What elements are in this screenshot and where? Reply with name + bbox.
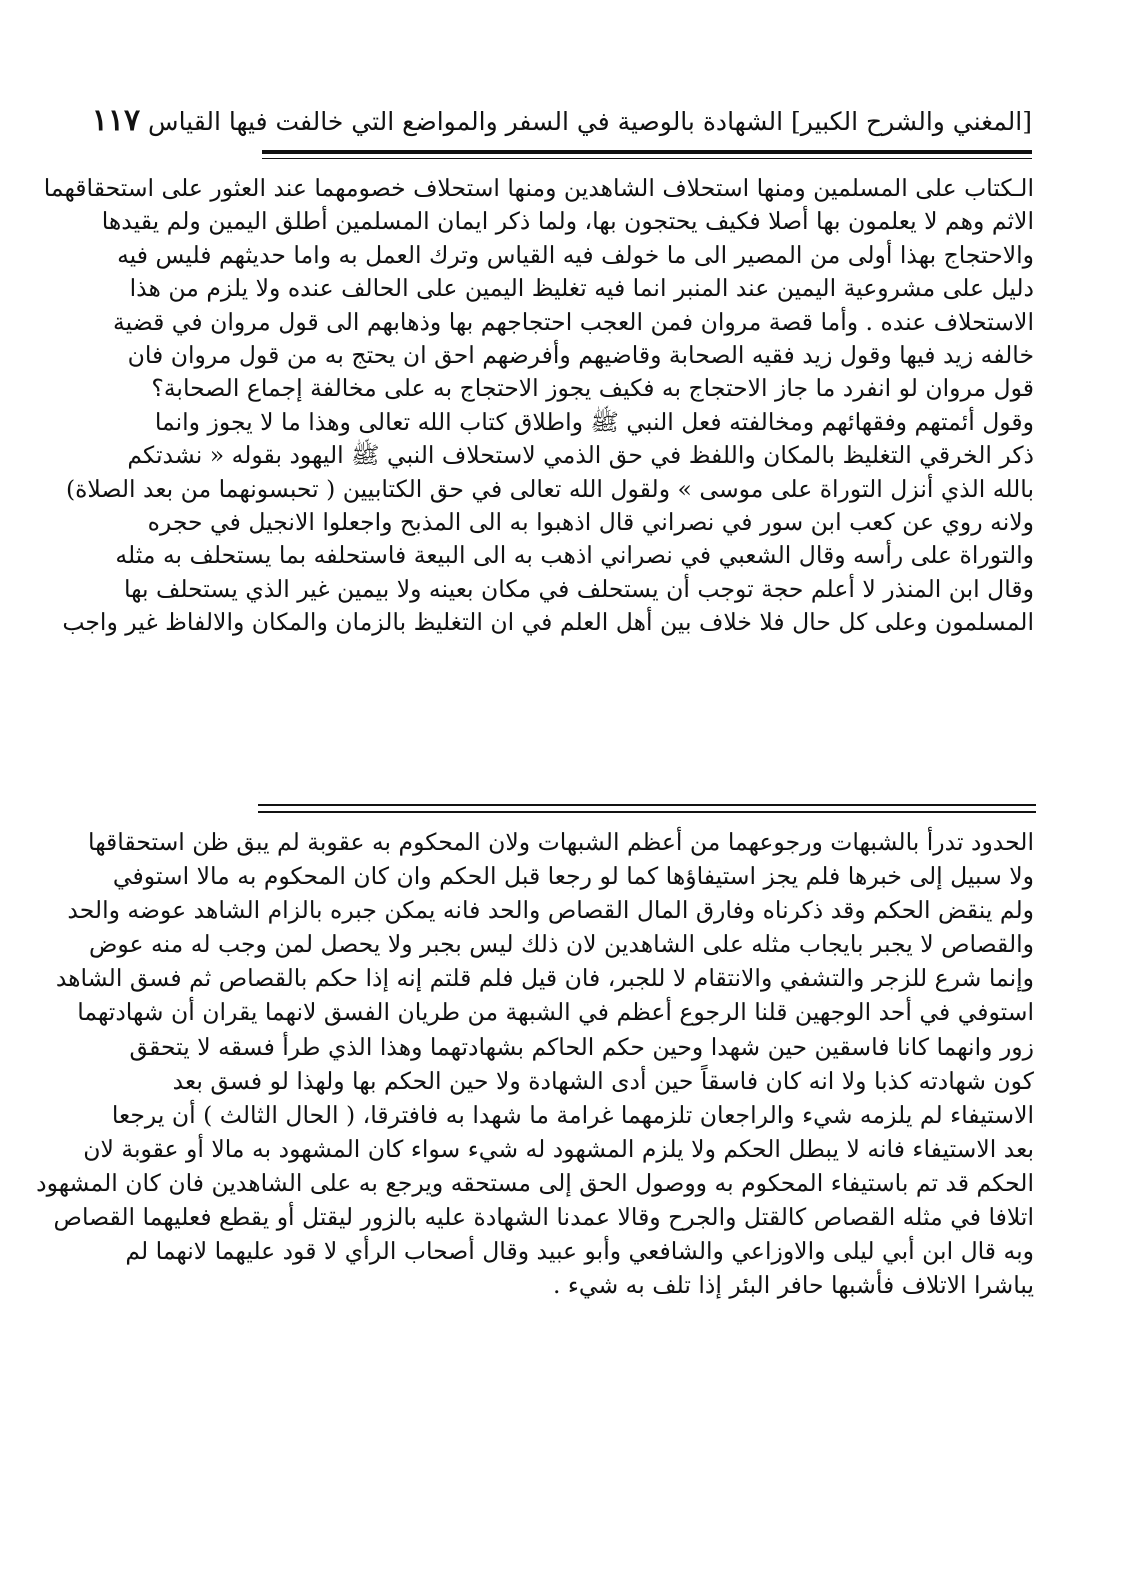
page-number: ١١٧ — [91, 103, 141, 138]
header-rule-thin — [262, 158, 1032, 159]
header-title: [المغني والشرح الكبير] الشهادة بالوصية في السفر والمواضع التي خالفت فيها القياس — [148, 107, 1032, 136]
text-line: الحكم قد تم باستيفاء المحكوم به ووصول الحق إلى مستحقه ويرجع به على الشاهدين فان كان المشهود — [36, 1168, 1034, 1197]
text-line: والقصاص لا يجبر بايجاب مثله على الشاهدين لان ذلك ليس بجبر ولا يحصل لمن وجب له منه عوض — [88, 930, 1034, 959]
text-line: قول مروان لو انفرد ما جاز الاحتجاج به فكيف يجوز الاحتجاج به على مخالفة إجماع الصحابة؟ — [151, 374, 1034, 403]
text-line: الاستيفاء لم يلزمه شيء والراجعان تلزمهما غرامة ما شهدا به فافترقا، ( الحال الثالث ) أن يرجعا — [111, 1100, 1034, 1129]
text-line: ولم ينقض الحكم وقد ذكرناه وفارق المال القصاص والحد فانه يمكن جبره بالزام الشاهد عوضه والحد — [67, 896, 1034, 925]
commentary-text-block — [36, 825, 1034, 1302]
text-line: المسلمون وعلى كل حال فلا خلاف بين أهل العلم في ان التغليظ بالزمان والمكان والالفاظ غير واجب — [62, 608, 1034, 637]
header-rule — [262, 150, 1032, 154]
text-line: الـكتاب على المسلمين ومنها استحلاف الشاهدين ومنها استحلاف خصومهما عند العثور على استحقاقهما — [43, 174, 1034, 202]
text-line: استوفي في أحد الوجهين قلنا الرجوع أعظم في الشبهة من طريان الفسق لانهما يقران أن شهادتهما — [77, 998, 1034, 1027]
text-line: الاستحلاف عنده . وأما قصة مروان فمن العجب احتجاجهم بها وذهابهم الى قول مروان في قضية — [113, 307, 1034, 336]
text-line: الاثم وهم لا يعلمون بها أصلا فكيف يحتجون بها، ولما ذكر ايمان المسلمين أطلق اليمين ولم يقيدها — [101, 207, 1034, 236]
text-line: بالله الذي أنزل التوراة على موسى » ولقول الله تعالى في حق الكتابيين ( تحبسونهما من بعد الصلاة) — [65, 474, 1034, 503]
text-line: كون شهادته كذبا ولا انه كان فاسقاً حين أدى الشهادة ولا حين الحكم بها ولهذا لو فسق بعد — [172, 1066, 1034, 1095]
main-text-block — [43, 172, 1034, 639]
text-line: وبه قال ابن أبي ليلى والاوزاعي والشافعي وأبو عبيد وقال أصحاب الرأي لا قود عليهما لانهما لم — [125, 1237, 1034, 1266]
text-line: والتوراة على رأسه وقال الشعبي في نصراني اذهب به الى البيعة فاستحلفه بما يستحلف به مثله — [115, 541, 1034, 570]
text-line: وإنما شرع للزجر والتشفي والانتقام لا للجبر، فان قيل فلم قلتم إنه إذا حكم بالقصاص ثم فسق الشاهد — [55, 964, 1034, 993]
text-line: ولا سبيل إلى خبرها فلم يجز استيفاؤها كما لو رجعا قبل الحكم وان كان المحكوم به مالا استوفي — [112, 862, 1034, 891]
text-line: وقال ابن المنذر لا أعلم حجة توجب أن يستحلف في مكان بعينه ولا بيمين غير الذي يستحلف بها — [123, 574, 1034, 603]
text-line: بعد الاستيفاء فانه لا يبطل الحكم ولا يلزم المشهود له شيء سواء كان المشهود به مالا أو عقوبة لان — [83, 1134, 1034, 1163]
text-line: دليل على مشروعية اليمين عند المنبر انما فيه تغليظ اليمين على الحالف عنده ولا يلزم من هذا — [129, 274, 1034, 303]
text-line: يباشرا الاتلاف فأشبها حافر البئر إذا تلف به شيء . — [552, 1271, 1034, 1300]
text-line: اتلافا في مثله القصاص كالقتل والجرح وقالا عمدنا الشهادة عليه بالزور ليقتل أو يقطع فعليهما القصاص — [53, 1203, 1034, 1232]
section-separator-second — [258, 811, 1036, 813]
text-line: ولانه روي عن كعب ابن سور في نصراني قال اذهبوا به الى المذبح واجعلوا الانجيل في حجره — [147, 507, 1034, 536]
text-line: ذكر الخرقي التغليظ بالمكان واللفظ في حق الذمي لاستحلاف النبي ﷺ اليهود بقوله « نشدتكم — [127, 441, 1034, 470]
text-line: زور وانهما كانا فاسقين حين شهدا وحين حكم الحاكم بشهادتهما وهذا الذي طرأ فسقه لا يتحقق — [129, 1032, 1034, 1061]
running-header — [91, 96, 1032, 146]
text-line: والاحتجاج بهذا أولى من المصير الى ما خولف فيه القياس وترك العمل به واما حديثهم فليس فيه — [117, 240, 1034, 269]
text-line: الحدود تدرأ بالشبهات ورجوعهما من أعظم الشبهات ولان المحكوم به عقوبة لم يبق ظن استحقاقها — [88, 828, 1034, 856]
section-separator — [258, 804, 1036, 806]
text-line: وقول أئمتهم وفقهائهم ومخالفته فعل النبي ﷺ واطلاق كتاب الله تعالى وهذا ما لا يجوز وانما — [154, 407, 1034, 436]
text-line: خالفه زيد فيها وقول زيد فقيه الصحابة وقاضيهم وأفرضهم احق ان يحتج به من قول مروان فان — [127, 340, 1034, 369]
